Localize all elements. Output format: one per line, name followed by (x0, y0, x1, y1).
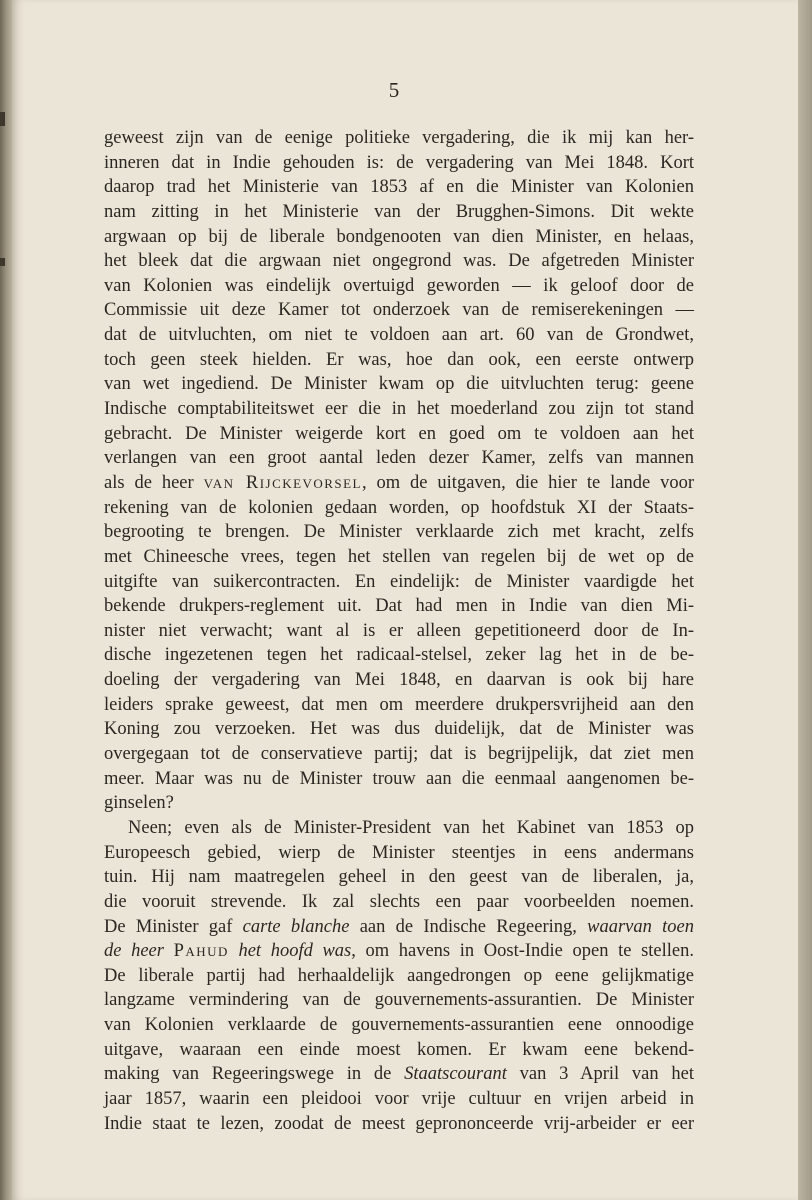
text-segment: Europeesch gebied, wierp de Minister steentjes in eens andermans (104, 842, 694, 863)
spine-mark (0, 258, 5, 266)
text-segment: dische ingezetenen tegen het radicaal-stelsel, zeker lag het in de be- (104, 645, 694, 666)
text-segment: Indie staat te lezen, zoodat de meest geprononceerde vrij-arbeider er eer (104, 1113, 694, 1134)
text-line (104, 693, 694, 718)
text-segment: rekening van de kolonien gedaan worden, op hoofdstuk XI der Staats- (104, 497, 694, 518)
name-small-caps: Pahud (173, 941, 229, 962)
text-segment: dat de uitvluchten, om niet te voldoen aan art. 60 van de Grondwet, (104, 325, 694, 346)
text-segment: met Chineesche vrees, tegen het stellen van regelen bij de wet op de (104, 546, 694, 567)
page-number: 5 (388, 78, 400, 102)
text-segment: het bleek dat die argwaan niet ongegrond was. De afgetreden Minister (104, 251, 694, 272)
text-line (104, 200, 694, 225)
text-segment: Neen; even als de Minister-President van het Kabinet van 1853 op (128, 817, 694, 838)
text-segment: doeling der vergadering van Mei 1848, en daarvan is ook bij hare (104, 670, 694, 691)
italic-text: Staatscourant (404, 1064, 507, 1085)
text-line (104, 717, 694, 742)
text-segment: daarop trad het Ministerie van 1853 af en die Minister van Kolonien (104, 177, 694, 198)
page-edge (798, 0, 812, 1200)
italic-text: waarvan toen (587, 916, 694, 937)
body-text (104, 126, 694, 1136)
text-segment: als de heer (104, 472, 204, 493)
italic-text: de heer (104, 941, 164, 962)
text-segment: jaar 1857, waarin een pleidooi voor vrije cultuur en vrijen arbeid in (104, 1088, 694, 1109)
text-line (104, 841, 694, 866)
text-line (104, 594, 694, 619)
text-line (104, 175, 694, 200)
name-small-caps: van Rijckevorsel (203, 472, 362, 493)
text-segment: argwaan op bij de liberale bondgenooten van dien Minister, en helaas, (104, 226, 694, 247)
text-line (104, 742, 694, 767)
text-segment: nister niet verwacht; want al is er alleen gepetitioneerd door de In- (104, 620, 694, 641)
text-line (104, 422, 694, 447)
text-line (104, 915, 694, 940)
text-segment: aan de Indische Regeering, (349, 916, 588, 937)
italic-text: carte blanche (242, 916, 350, 937)
text-line (104, 126, 694, 151)
text-segment: geweest zijn van de eenige politieke vergadering, die ik mij kan her- (104, 128, 694, 148)
text-line (104, 274, 694, 299)
text-segment (164, 941, 174, 961)
text-line (104, 1112, 694, 1137)
text-segment: van Kolonien verklaarde de gouvernements-assurantien eene onnoodige (104, 1015, 694, 1036)
text-line (104, 397, 694, 422)
text-line (104, 939, 694, 964)
text-line (104, 520, 694, 545)
text-segment: bekende drukpers-reglement uit. Dat had men in Indie van dien Mi- (104, 596, 694, 617)
text-line (104, 643, 694, 668)
text-segment: nam zitting in het Ministerie van der Brugghen-Simons. Dit wekte (104, 201, 694, 222)
text-segment: van Kolonien was eindelijk overtuigd geworden — ik geloof door de (104, 275, 694, 296)
text-line (104, 988, 694, 1013)
text-line (104, 249, 694, 274)
text-segment: Koning zou verzoeken. Het was dus duidelijk, dat de Minister was (104, 719, 694, 740)
text-segment: inneren dat in Indie gehouden is: de vergadering van Mei 1848. Kort (104, 152, 694, 173)
text-line (104, 348, 694, 373)
text-segment: gebracht. De Minister weigerde kort en goed om te voldoen aan het (104, 423, 694, 444)
text-line (104, 298, 694, 323)
text-segment: toch geen steek hielden. Er was, hoe dan ook, een eerste ontwerp (104, 349, 694, 370)
text-line (104, 372, 694, 397)
book-page (12, 0, 798, 1200)
text-segment: van wet ingediend. De Minister kwam op die uitvluchten terug: geene (104, 374, 694, 395)
text-line (104, 446, 694, 471)
text-line (104, 570, 694, 595)
text-segment: overgegaan tot de conservatieve partij; dat is begrijpelijk, dat ziet men (104, 744, 694, 765)
text-segment: verlangen van een groot aantal leden dezer Kamer, zelfs van mannen (104, 448, 694, 469)
text-line (104, 791, 694, 816)
text-line (104, 1013, 694, 1038)
text-line (104, 1087, 694, 1112)
text-line (104, 471, 694, 496)
text-segment: langzame vermindering van de gouvernements-assurantien. De Minister (104, 990, 694, 1011)
text-line (104, 619, 694, 644)
text-segment: , om havens in Oost-Indie open te stellen. (351, 941, 694, 962)
text-segment: die vooruit strevende. Ik zal slechts een paar voorbeelden noemen. (104, 891, 694, 912)
text-segment: De Minister gaf (104, 916, 243, 937)
text-line (104, 1062, 694, 1087)
spine-mark (0, 112, 5, 126)
italic-text: het hoofd was (238, 941, 352, 962)
text-segment: , om de uitgaven, die hier te lande voor (361, 472, 694, 493)
text-segment: De liberale partij had herhaaldelijk aangedrongen op eene gelijkmatige (104, 965, 694, 986)
text-segment: uitgave, waaraan een einde moest komen. Er kwam eene bekend- (104, 1039, 694, 1060)
text-segment: ginselen? (104, 793, 174, 814)
text-segment: Commissie uit deze Kamer tot onderzoek van de remiserekeningen — (104, 300, 694, 321)
text-segment: making van Regeeringswege in de (104, 1064, 405, 1085)
text-line (104, 890, 694, 915)
text-line (104, 816, 694, 841)
text-segment: begrooting te brengen. De Minister verklaarde zich met kracht, zelfs (104, 522, 694, 543)
text-segment: meer. Maar was nu de Minister trouw aan die eenmaal aangenomen be- (104, 768, 694, 789)
text-line (104, 545, 694, 570)
text-line (104, 151, 694, 176)
text-line (104, 225, 694, 250)
text-line (104, 668, 694, 693)
text-line (104, 767, 694, 792)
text-line (104, 323, 694, 348)
text-segment: van 3 April van het (506, 1064, 694, 1085)
text-segment: tuin. Hij nam maatregelen geheel in den geest van de liberalen, ja, (104, 867, 694, 888)
text-segment: uitgifte van suikercontracten. En eindelijk: de Minister vaardigde het (104, 571, 694, 592)
text-segment: leiders sprake geweest, dat men om meerdere drukpersvrijheid aan den (104, 694, 694, 715)
text-line (104, 865, 694, 890)
text-line (104, 964, 694, 989)
text-line (104, 496, 694, 521)
text-line (104, 1038, 694, 1063)
text-segment: Indische comptabiliteitswet eer die in het moederland zou zijn tot stand (104, 399, 694, 420)
